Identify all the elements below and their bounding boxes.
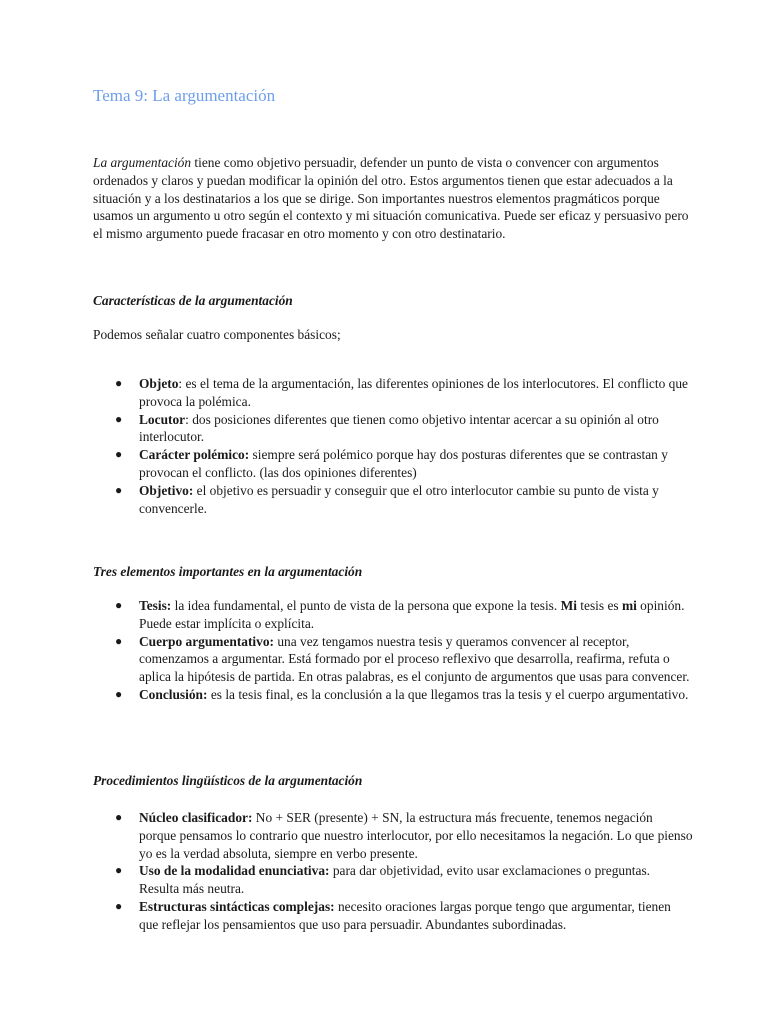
page-title: Tema 9: La argumentación [93,86,276,105]
list-item: ● Conclusión: es la tesis final, es la conclusión a la que llegamos tras la tesis y el cuerpo argumentativo. [115,686,689,702]
list-item: ● Uso de la modalidad enunciativa: para dar objetividad, evito usar exclamaciones o preguntas. Resulta más neutra. [115,863,650,897]
bullet-icon: ● [115,863,123,878]
procedures-list [93,809,693,934]
list-item: ● Cuerpo argumentativo: una vez tengamos nuestra tesis y queramos convencer al receptor, comenzamos a argumentar. Está formado por el proceso reflexivo que desarrolla, reafirma, refuta o aplica la hipótesis de partida. En otras palabras, es el conjunto de argumentos que usas para convencer. [115,633,690,685]
list-item: ● Estructuras sintácticas complejas: necesito oraciones largas porque tengo que argumentar, tienen que reflejar los pensamientos que uso para persuadir. Abundantes subordinadas. [115,898,671,932]
bullet-icon: ● [115,598,123,612]
bullet-icon: ● [115,810,123,824]
bullet-icon: ● [115,898,123,913]
list-item: ● Objetivo: el objetivo es persuadir y conseguir que el otro interlocutor cambie su punto de vista y convencerle. [115,482,659,516]
list-item: ● Carácter polémico: siempre será polémico porque hay dos posturas diferentes que se contrastan y provocan el conflicto. (las dos opiniones diferentes) [115,447,668,480]
bullet-icon: ● [115,376,123,390]
section-heading-caracteristicas: Características de la argumentación [93,293,293,308]
components-list [93,375,693,517]
bullet-icon: ● [115,686,123,701]
intro-text: tiene como objetivo persuadir, defender un punto de vista o convencer con argumentos ordenados y claros y puedan modificar la opinión del otro. Estos argumentos tienen que estar adecuados a la situación y a los destinatarios a los que se dirige. Son importantes nuestros elementos pragmáticos porque usamos un argumento u otro según el contexto y mi situación comunicativa. Puede ser eficaz y persuasivo pero el mismo argumento puede fracasar en otro momento y con otro destinatario. [93,155,689,242]
bullet-icon: ● [115,482,123,497]
list-item: ● Tesis: la idea fundamental, el punto de vista de la persona que expone la tesis. Mi tesis es mi opinión. Puede estar implícita o explícita. [115,598,685,631]
section-heading-tres-elementos: Tres elementos importantes en la argumentación [93,564,363,579]
section1-lead: Podemos señalar cuatro componentes básicos; [93,327,341,342]
list-item: ● Núcleo clasificador: No + SER (presente) + SN, la estructura más frecuente, tenemos negación porque pensamos lo contrario que nuestro interlocutor, por ello necesitamos la negación. Lo que pienso yo es la verdad absoluta, siempre en verbo presente. [115,810,693,861]
list-item: ● Objeto: es el tema de la argumentación, las diferentes opiniones de los interlocutores. El conflicto que provoca la polémica. [115,376,688,409]
bullet-icon: ● [115,447,123,462]
list-item: ● Locutor: dos posiciones diferentes que tienen como objetivo intentar acercar a su opinión al otro interlocutor. [115,411,659,445]
intro-italic-lead: La argumentación [93,155,192,170]
bullet-icon: ● [115,411,123,426]
intro-paragraph [93,154,693,243]
section-heading-procedimientos: Procedimientos lingüísticos de la argumentación [93,773,363,788]
bullet-icon: ● [115,633,123,648]
elements-list [93,597,693,704]
